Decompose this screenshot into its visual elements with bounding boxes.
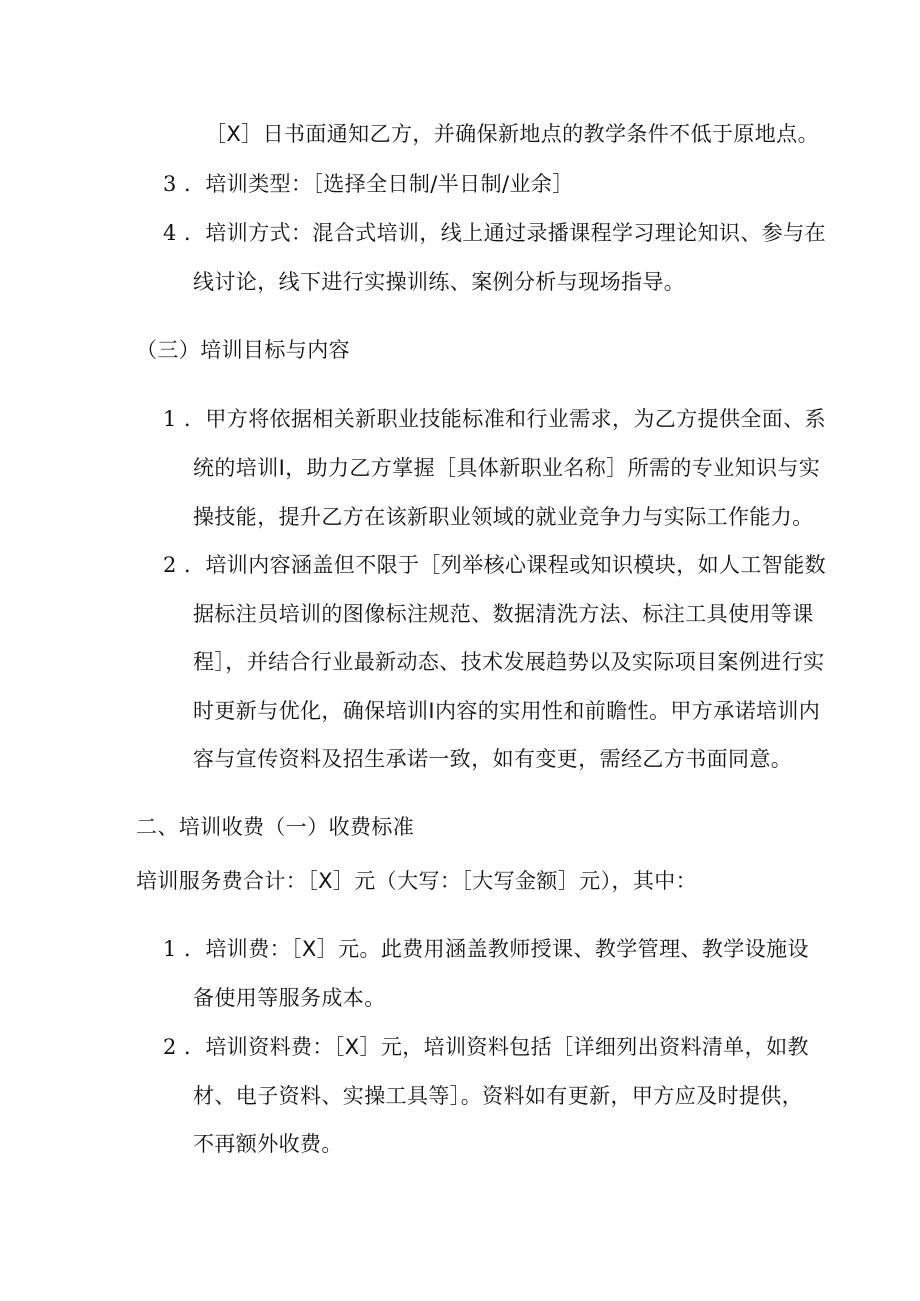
goal-2-line-5: 容与宣传资料及招生承诺一致，如有变更，需经乙方书面同意。 — [193, 747, 793, 771]
goal-2-line-1: ．培训内容涵盖但不限于［列举核心课程或知识模块，如人工智能数 — [184, 553, 826, 577]
fee-2-line-3: 不再额外收费。 — [193, 1132, 343, 1156]
item-4-number: 4 — [163, 221, 177, 245]
goal-2-line-3: 程］，并结合行业最新动态、技术发展趋势以及实际项目案例进行实 — [193, 650, 825, 674]
fee-1-line-2: 备使用等服务成本。 — [193, 986, 386, 1010]
item-3-training-type: ．培训类型：［选择全日制/半日制/业余］ — [184, 172, 574, 196]
goal-2-line-2: 据标注员培训的图像标注规范、数据清洗方法、标注工具使用等课 — [193, 602, 814, 626]
goal-1-line-3: 操技能，提升乙方在该新职业领域的就业竞争力与实际工作能力。 — [193, 505, 814, 529]
goal-1-line-2: 统的培训I，助力乙方掌握［具体新职业名称］所需的专业知识与实 — [193, 456, 821, 480]
heading-goals-content: （三）培训目标与内容 — [136, 338, 350, 362]
item-4-line-1: ．培训方式：混合式培训，线上通过录播课程学习理论知识、参与在 — [184, 221, 826, 245]
heading-fees: 二、培训收费（一）收费标准 — [136, 815, 415, 839]
goal-2-number: 2 — [163, 553, 177, 577]
goal-1-number: 1 — [163, 407, 177, 431]
total-fee-line: 培训服务费合计：［X］元（大写：［大写金额］元），其中： — [136, 869, 698, 893]
fee-1-line-1: ．培训费：［X］元。此费用涵盖教师授课、教学管理、教学设施设 — [184, 937, 809, 961]
goal-1-line-1: ．甲方将依据相关新职业技能标准和行业需求，为乙方提供全面、系 — [184, 407, 826, 431]
item-3-number: 3 — [163, 172, 177, 196]
fee-2-number: 2 — [163, 1035, 177, 1059]
fee-2-line-2: 材、电子资料、实操工具等］。资料如有更新，甲方应及时提供， — [193, 1084, 804, 1108]
fee-2-line-1: ．培训资料费：［X］元，培训资料包括［详细列出资料清单，如教 — [184, 1035, 809, 1059]
fee-1-number: 1 — [163, 937, 177, 961]
item-4-line-2: 线讨论，线下进行实操训练、案例分析与现场指导。 — [193, 270, 686, 294]
location-continuation: ［X］日书面通知乙方，并确保新地点的教学条件不低于原地点。 — [205, 122, 819, 146]
goal-2-line-4: 时更新与优化，确保培训I内容的实用性和前瞻性。甲方承诺培训内 — [193, 699, 821, 723]
